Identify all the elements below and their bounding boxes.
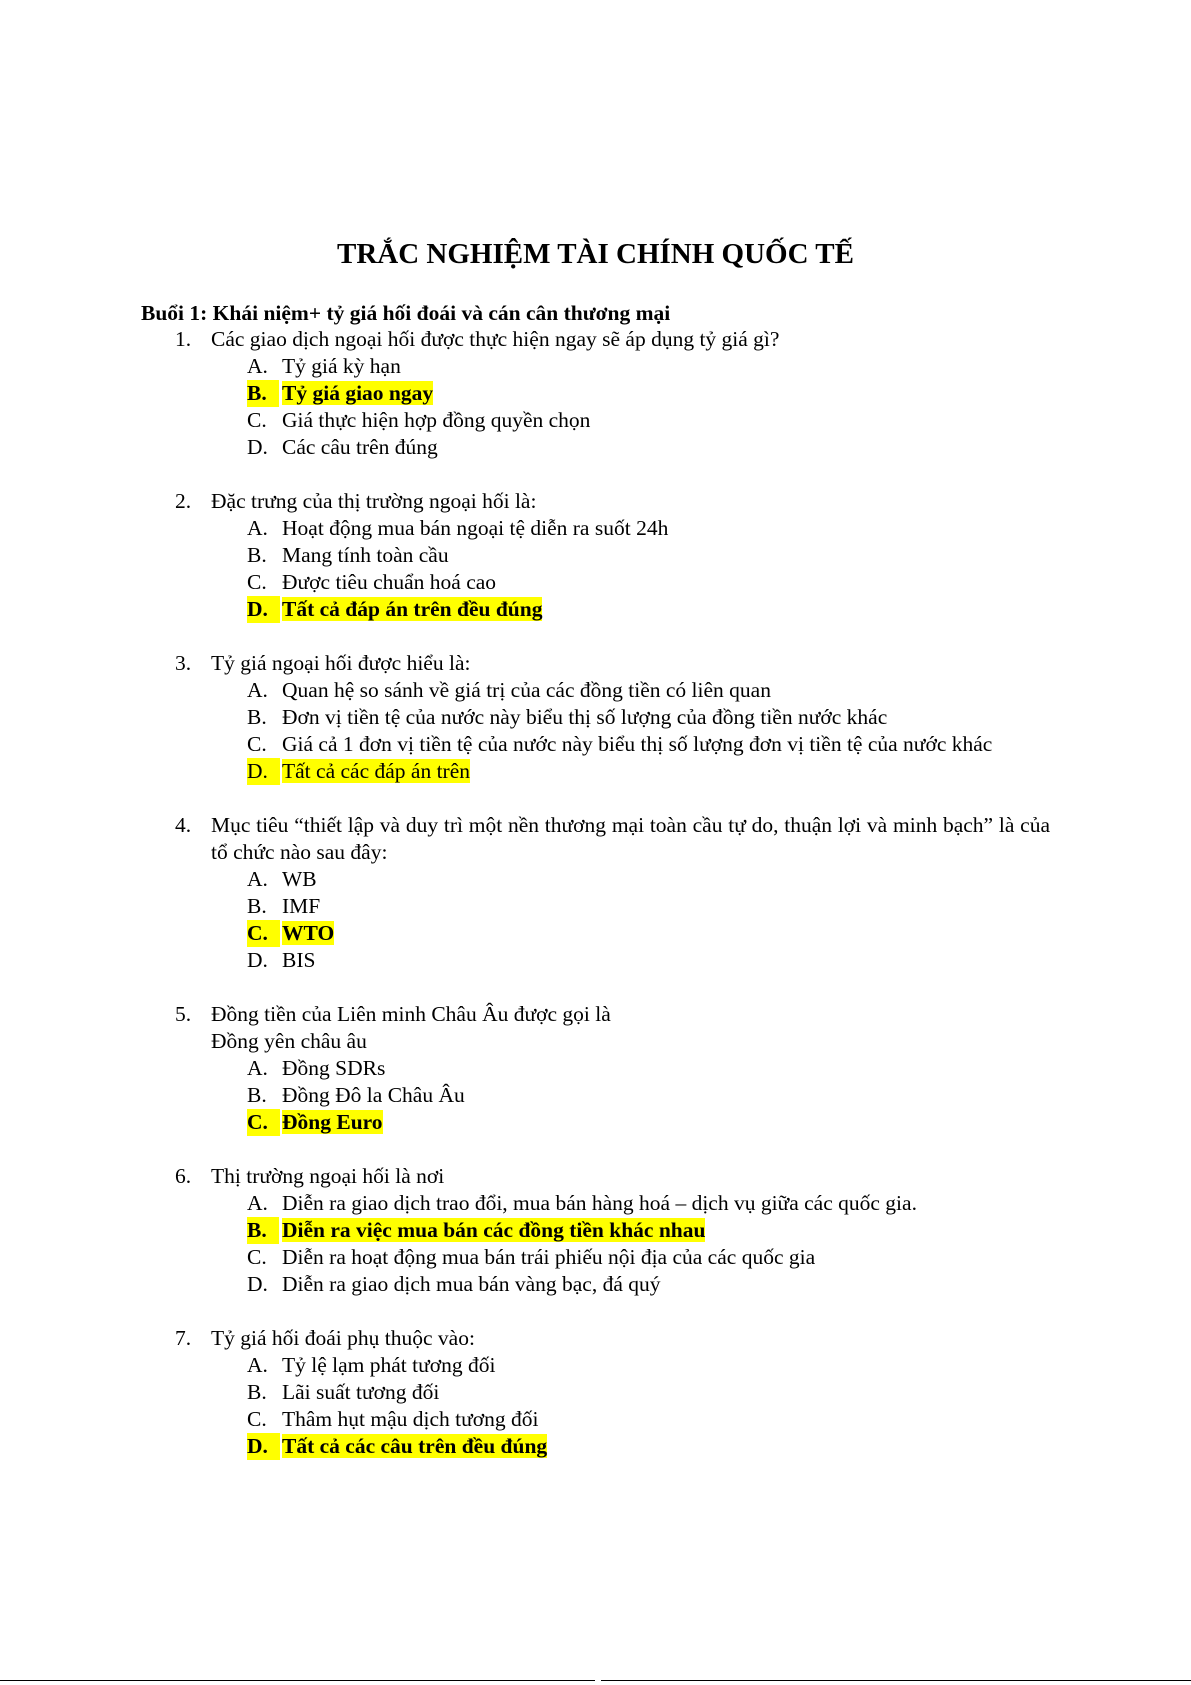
option-a bbox=[0, 515, 1050, 542]
option-text: IMF bbox=[282, 894, 321, 918]
option-d bbox=[0, 1271, 1050, 1298]
option-a bbox=[0, 677, 1050, 704]
question-7 bbox=[0, 1325, 1191, 1460]
option-letter: B. bbox=[247, 543, 267, 567]
question-1 bbox=[0, 326, 1191, 461]
option-letter: B. bbox=[247, 1217, 279, 1244]
option-d bbox=[0, 434, 1050, 461]
option-text: Diễn ra giao dịch mua bán vàng bạc, đá quý bbox=[282, 1272, 661, 1296]
option-text: Đồng Euro bbox=[282, 1110, 383, 1134]
option-letter: A. bbox=[247, 867, 268, 891]
option-list bbox=[0, 515, 1191, 623]
question-extra-line: Đồng yên châu âu bbox=[211, 1029, 367, 1053]
option-text: Tất cả các câu trên đều đúng bbox=[282, 1434, 548, 1458]
option-letter: A. bbox=[247, 678, 268, 702]
option-a bbox=[0, 1352, 1050, 1379]
question-6 bbox=[0, 1163, 1191, 1298]
question-number: 2. bbox=[175, 489, 192, 513]
rule-gap bbox=[595, 1680, 601, 1681]
option-text: WTO bbox=[282, 921, 335, 945]
option-list bbox=[0, 677, 1191, 785]
option-text: Thâm hụt mậu dịch tương đối bbox=[282, 1407, 539, 1431]
option-list bbox=[0, 353, 1191, 461]
option-d bbox=[0, 947, 1050, 974]
option-text: Tỷ lệ lạm phát tương đối bbox=[282, 1353, 496, 1377]
option-text: Diễn ra hoạt động mua bán trái phiếu nội địa của các quốc gia bbox=[282, 1245, 816, 1269]
question-text: Đồng tiền của Liên minh Châu Âu được gọi là bbox=[211, 1002, 611, 1026]
option-letter: C. bbox=[247, 570, 267, 594]
option-c bbox=[0, 1406, 1050, 1433]
option-text: Tỷ giá kỳ hạn bbox=[282, 354, 401, 378]
option-b bbox=[0, 542, 1050, 569]
option-letter: D. bbox=[247, 435, 268, 459]
option-text: Đồng Đô la Châu Âu bbox=[282, 1083, 465, 1107]
option-letter: B. bbox=[247, 380, 279, 407]
question-text: Các giao dịch ngoại hối được thực hiện ngay sẽ áp dụng tỷ giá gì? bbox=[211, 327, 780, 351]
option-letter: D. bbox=[247, 1272, 268, 1296]
option-text: Tỷ giá giao ngay bbox=[282, 381, 434, 405]
option-list bbox=[0, 866, 1191, 974]
option-letter: D. bbox=[247, 948, 268, 972]
question-stem bbox=[0, 488, 1050, 515]
option-letter: C. bbox=[247, 408, 267, 432]
option-letter: C. bbox=[247, 1407, 267, 1431]
question-stem bbox=[0, 326, 1050, 353]
option-c bbox=[0, 569, 1050, 596]
option-text: Diễn ra việc mua bán các đồng tiền khác nhau bbox=[282, 1218, 706, 1242]
question-text: Tỷ giá ngoại hối được hiểu là: bbox=[211, 651, 471, 675]
option-letter: A. bbox=[247, 1353, 268, 1377]
question-2 bbox=[0, 488, 1191, 623]
option-c-correct bbox=[0, 1109, 1050, 1136]
question-stem bbox=[0, 812, 1050, 866]
option-letter: C. bbox=[247, 732, 267, 756]
option-c-correct bbox=[0, 920, 1050, 947]
option-letter: D. bbox=[247, 758, 280, 785]
option-a bbox=[0, 1190, 1050, 1217]
option-text: Quan hệ so sánh về giá trị của các đồng tiền có liên quan bbox=[282, 678, 771, 702]
question-text: Đặc trưng của thị trường ngoại hối là: bbox=[211, 489, 537, 513]
option-list bbox=[0, 1190, 1191, 1298]
question-number: 7. bbox=[175, 1326, 192, 1350]
question-stem bbox=[0, 650, 1050, 677]
question-text: Mục tiêu “thiết lập và duy trì một nền thương mại toàn cầu tự do, thuận lợi và minh bạch” là của tổ chức nào sau đây: bbox=[211, 813, 1050, 864]
option-list bbox=[0, 1055, 1191, 1136]
option-d-correct bbox=[0, 1433, 1050, 1460]
option-c bbox=[0, 1244, 1050, 1271]
option-letter: B. bbox=[247, 1083, 267, 1107]
option-letter: A. bbox=[247, 516, 268, 540]
option-letter: A. bbox=[247, 354, 268, 378]
option-text: Hoạt động mua bán ngoại tệ diễn ra suốt 24h bbox=[282, 516, 669, 540]
option-b-correct bbox=[0, 380, 1050, 407]
option-d-correct bbox=[0, 758, 1050, 785]
option-text: Giá cả 1 đơn vị tiền tệ của nước này biểu thị số lượng đơn vị tiền tệ của nước khác bbox=[282, 732, 993, 756]
option-letter: D. bbox=[247, 1433, 280, 1460]
question-3 bbox=[0, 650, 1191, 785]
question-number: 1. bbox=[175, 327, 192, 351]
option-letter: A. bbox=[247, 1056, 268, 1080]
option-letter: A. bbox=[247, 1191, 268, 1215]
option-letter: B. bbox=[247, 894, 267, 918]
question-stem bbox=[0, 1325, 1050, 1352]
option-text: WB bbox=[282, 867, 317, 891]
option-text: Giá thực hiện hợp đồng quyền chọn bbox=[282, 408, 591, 432]
question-number: 3. bbox=[175, 651, 192, 675]
page-bottom-rule bbox=[0, 1680, 1191, 1681]
option-text: Lãi suất tương đối bbox=[282, 1380, 440, 1404]
question-text: Tỷ giá hối đoái phụ thuộc vào: bbox=[211, 1326, 475, 1350]
option-text: Tất cả các đáp án trên bbox=[282, 759, 470, 783]
option-letter: D. bbox=[247, 596, 280, 623]
option-text: BIS bbox=[282, 948, 316, 972]
question-4 bbox=[0, 812, 1191, 974]
option-c bbox=[0, 731, 1050, 758]
question-list bbox=[0, 326, 1191, 1487]
option-text: Được tiêu chuẩn hoá cao bbox=[282, 570, 497, 594]
option-text: Tất cả đáp án trên đều đúng bbox=[282, 597, 543, 621]
option-letter: C. bbox=[247, 920, 280, 947]
question-stem bbox=[0, 1001, 1050, 1028]
option-d-correct bbox=[0, 596, 1050, 623]
option-letter: C. bbox=[247, 1245, 267, 1269]
option-b bbox=[0, 704, 1050, 731]
option-b bbox=[0, 1082, 1050, 1109]
question-stem bbox=[0, 1163, 1050, 1190]
option-letter: B. bbox=[247, 1380, 267, 1404]
option-letter: B. bbox=[247, 705, 267, 729]
option-b-correct bbox=[0, 1217, 1050, 1244]
option-a bbox=[0, 866, 1050, 893]
option-b bbox=[0, 1379, 1050, 1406]
option-a bbox=[0, 353, 1050, 380]
question-5 bbox=[0, 1001, 1191, 1136]
option-text: Diễn ra giao dịch trao đổi, mua bán hàng hoá – dịch vụ giữa các quốc gia. bbox=[282, 1191, 917, 1215]
question-number: 6. bbox=[175, 1164, 192, 1188]
option-text: Mang tính toàn cầu bbox=[282, 543, 449, 567]
question-number: 5. bbox=[175, 1002, 192, 1026]
option-text: Đồng SDRs bbox=[282, 1056, 386, 1080]
option-a bbox=[0, 1055, 1050, 1082]
option-text: Các câu trên đúng bbox=[282, 435, 438, 459]
option-b bbox=[0, 893, 1050, 920]
question-number: 4. bbox=[175, 813, 192, 837]
section-heading: Buổi 1: Khái niệm+ tỷ giá hối đoái và cán cân thương mại bbox=[141, 301, 671, 325]
option-text: Đơn vị tiền tệ của nước này biểu thị số lượng của đồng tiền nước khác bbox=[282, 705, 888, 729]
option-c bbox=[0, 407, 1050, 434]
document-title: TRẮC NGHIỆM TÀI CHÍNH QUỐC TẾ bbox=[337, 238, 854, 270]
question-text: Thị trường ngoại hối là nơi bbox=[211, 1164, 445, 1188]
option-list bbox=[0, 1352, 1191, 1460]
option-letter: C. bbox=[247, 1109, 280, 1136]
